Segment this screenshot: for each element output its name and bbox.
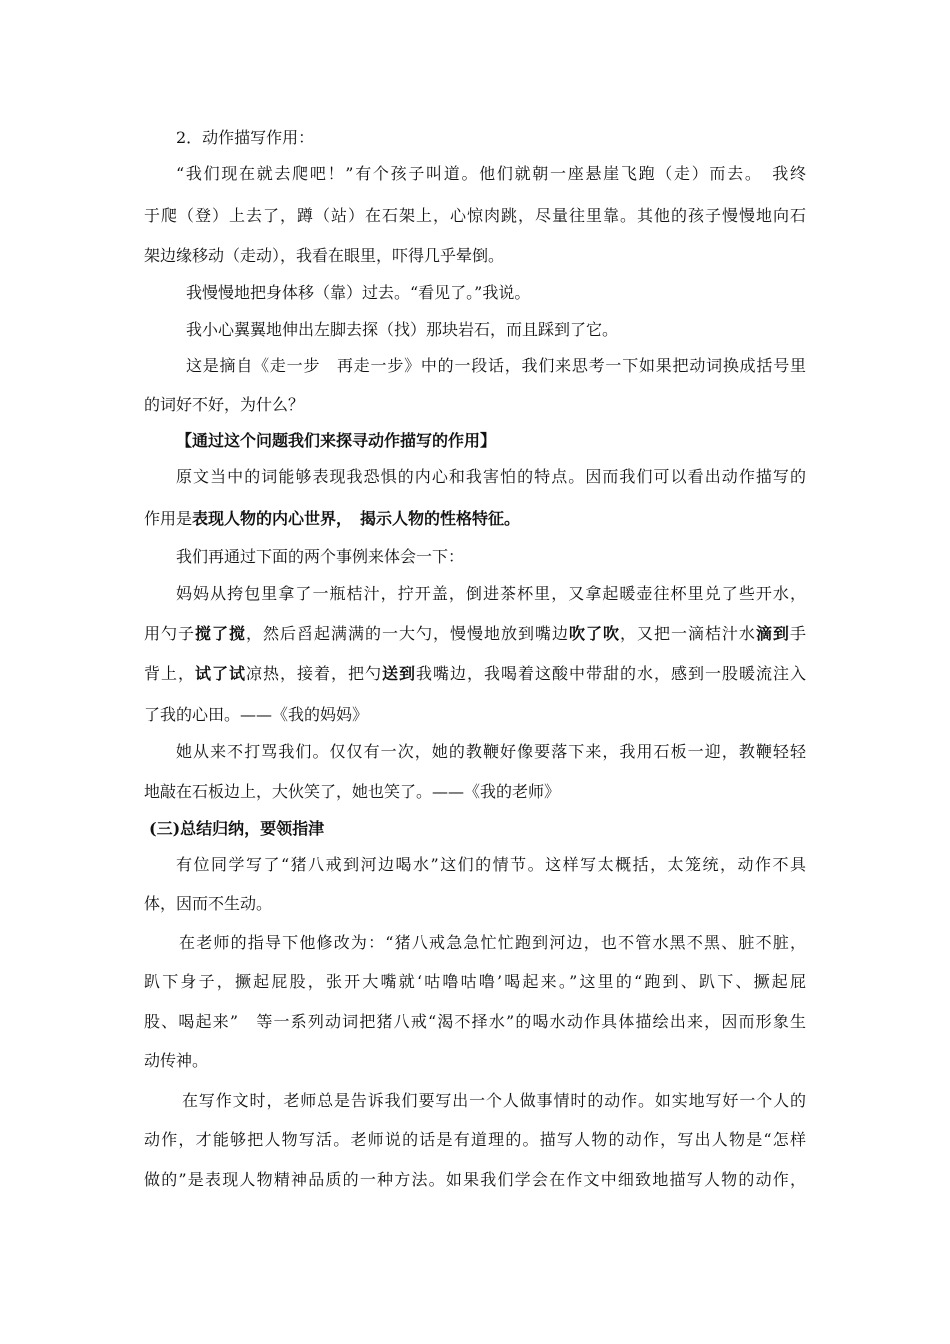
paragraph-line: 动作，才能够把人物写活。老师说的话是有道理的。描写人物的动作，写出人物是“怎样	[144, 1130, 806, 1149]
emphasized-verb: 滴到	[755, 624, 790, 643]
paragraph-line: 地敲在石板边上，大伙笑了，她也笑了。——《我的老师》	[144, 782, 561, 801]
paragraph-line: 股、喝起来” 等一系列动词把猪八戒“渴不择水”的喝水动作具体描绘出来，因而形象生	[144, 1012, 806, 1031]
emphasized-verb: 送到	[381, 664, 416, 683]
paragraph-line: 了我的心田。——《我的妈妈》	[144, 705, 369, 724]
paragraph-line: 我们再通过下面的两个事例来体会一下：	[176, 547, 465, 566]
paragraph-line	[144, 624, 806, 644]
line-text: ，又把一滴桔汁水	[619, 624, 756, 643]
line-text: 凉热，接着，把勺	[246, 664, 382, 683]
line-text: 用勺子	[144, 624, 195, 643]
paragraph-line: 体，因而不生动。	[144, 894, 273, 913]
paragraph-line	[144, 664, 806, 684]
paragraph-line: 的词好不好，为什么？	[144, 395, 305, 414]
paragraph-line	[144, 509, 806, 529]
emphasized-text: 表现人物的内心世界， 揭示人物的性格特征。	[192, 509, 521, 528]
paragraph-line: 在写作文时，老师总是告诉我们要写出一个人做事情时的动作。如实地写好一个人的	[182, 1091, 806, 1110]
paragraph-line: 做的”是表现人物精神品质的一种方法。如果我们学会在作文中细致地描写人物的动作，	[144, 1170, 806, 1189]
section-heading-action-description: 2．动作描写作用：	[176, 128, 315, 147]
paragraph-line: 于爬（登）上去了，蹲（站）在石架上，心惊肉跳，尽量往里靠。其他的孩子慢慢地向石	[144, 206, 806, 225]
emphasized-verb: 吹了吹	[568, 624, 620, 643]
line-text: 手	[789, 624, 806, 643]
paragraph-line: 妈妈从挎包里拿了一瓶桔汁，拧开盖，倒进茶杯里，又拿起暖壶往杯里兑了些开水，	[176, 584, 806, 603]
line-text: 我嘴边，我喝着这酸中带甜的水，感到一股暖流注入	[415, 664, 806, 683]
line-text: ，然后舀起满满的一大勺，慢慢地放到嘴边	[246, 624, 569, 643]
paragraph-line: 这是摘自《走一步 再走一步》中的一段话，我们来思考一下如果把动词换成括号里	[186, 356, 806, 375]
paragraph-line: 她从来不打骂我们。仅仅有一次，她的教鞭好像要落下来，我用石板一迎，教鞭轻轻	[176, 742, 806, 761]
emphasized-verb: 试了试	[195, 664, 246, 683]
paragraph-line: 动传神。	[144, 1051, 209, 1070]
paragraph-line: 我慢慢地把身体移（靠）过去。“看见了。”我说。	[186, 283, 531, 302]
bracketed-subheading: 【通过这个问题我们来探寻动作描写的作用】	[176, 431, 497, 450]
paragraph-line: 趴下身子，撅起屁股，张开大嘴就‘咕噜咕噜’喝起来。”这里的“跑到、趴下、撅起屁	[144, 972, 806, 991]
line-text: 背上，	[144, 664, 195, 683]
section-heading-summary: (三)总结归纳，要领指津	[149, 819, 325, 838]
paragraph-line: 架边缘移动（走动），我看在眼里，吓得几乎晕倒。	[144, 246, 505, 265]
paragraph-line: 在老师的指导下他修改为：“猪八戒急急忙忙跑到河边，也不管水黑不黑、脏不脏，	[179, 933, 806, 952]
paragraph-line: 有位同学写了“猪八戒到河边喝水”这们的情节。这样写太概括，太笼统，动作不具	[176, 855, 806, 874]
emphasized-verb: 搅了搅	[195, 624, 246, 643]
paragraph-line: 我小心翼翼地伸出左脚去探（找）那块岩石，而且踩到了它。	[186, 320, 619, 339]
paragraph-line: 原文当中的词能够表现我恐惧的内心和我害怕的特点。因而我们可以看出动作描写的	[176, 467, 806, 486]
paragraph-line: “我们现在就去爬吧！”有个孩子叫道。他们就朝一座悬崖飞跑（走）而去。 我终	[176, 164, 806, 183]
line-text: 作用是	[144, 509, 193, 528]
